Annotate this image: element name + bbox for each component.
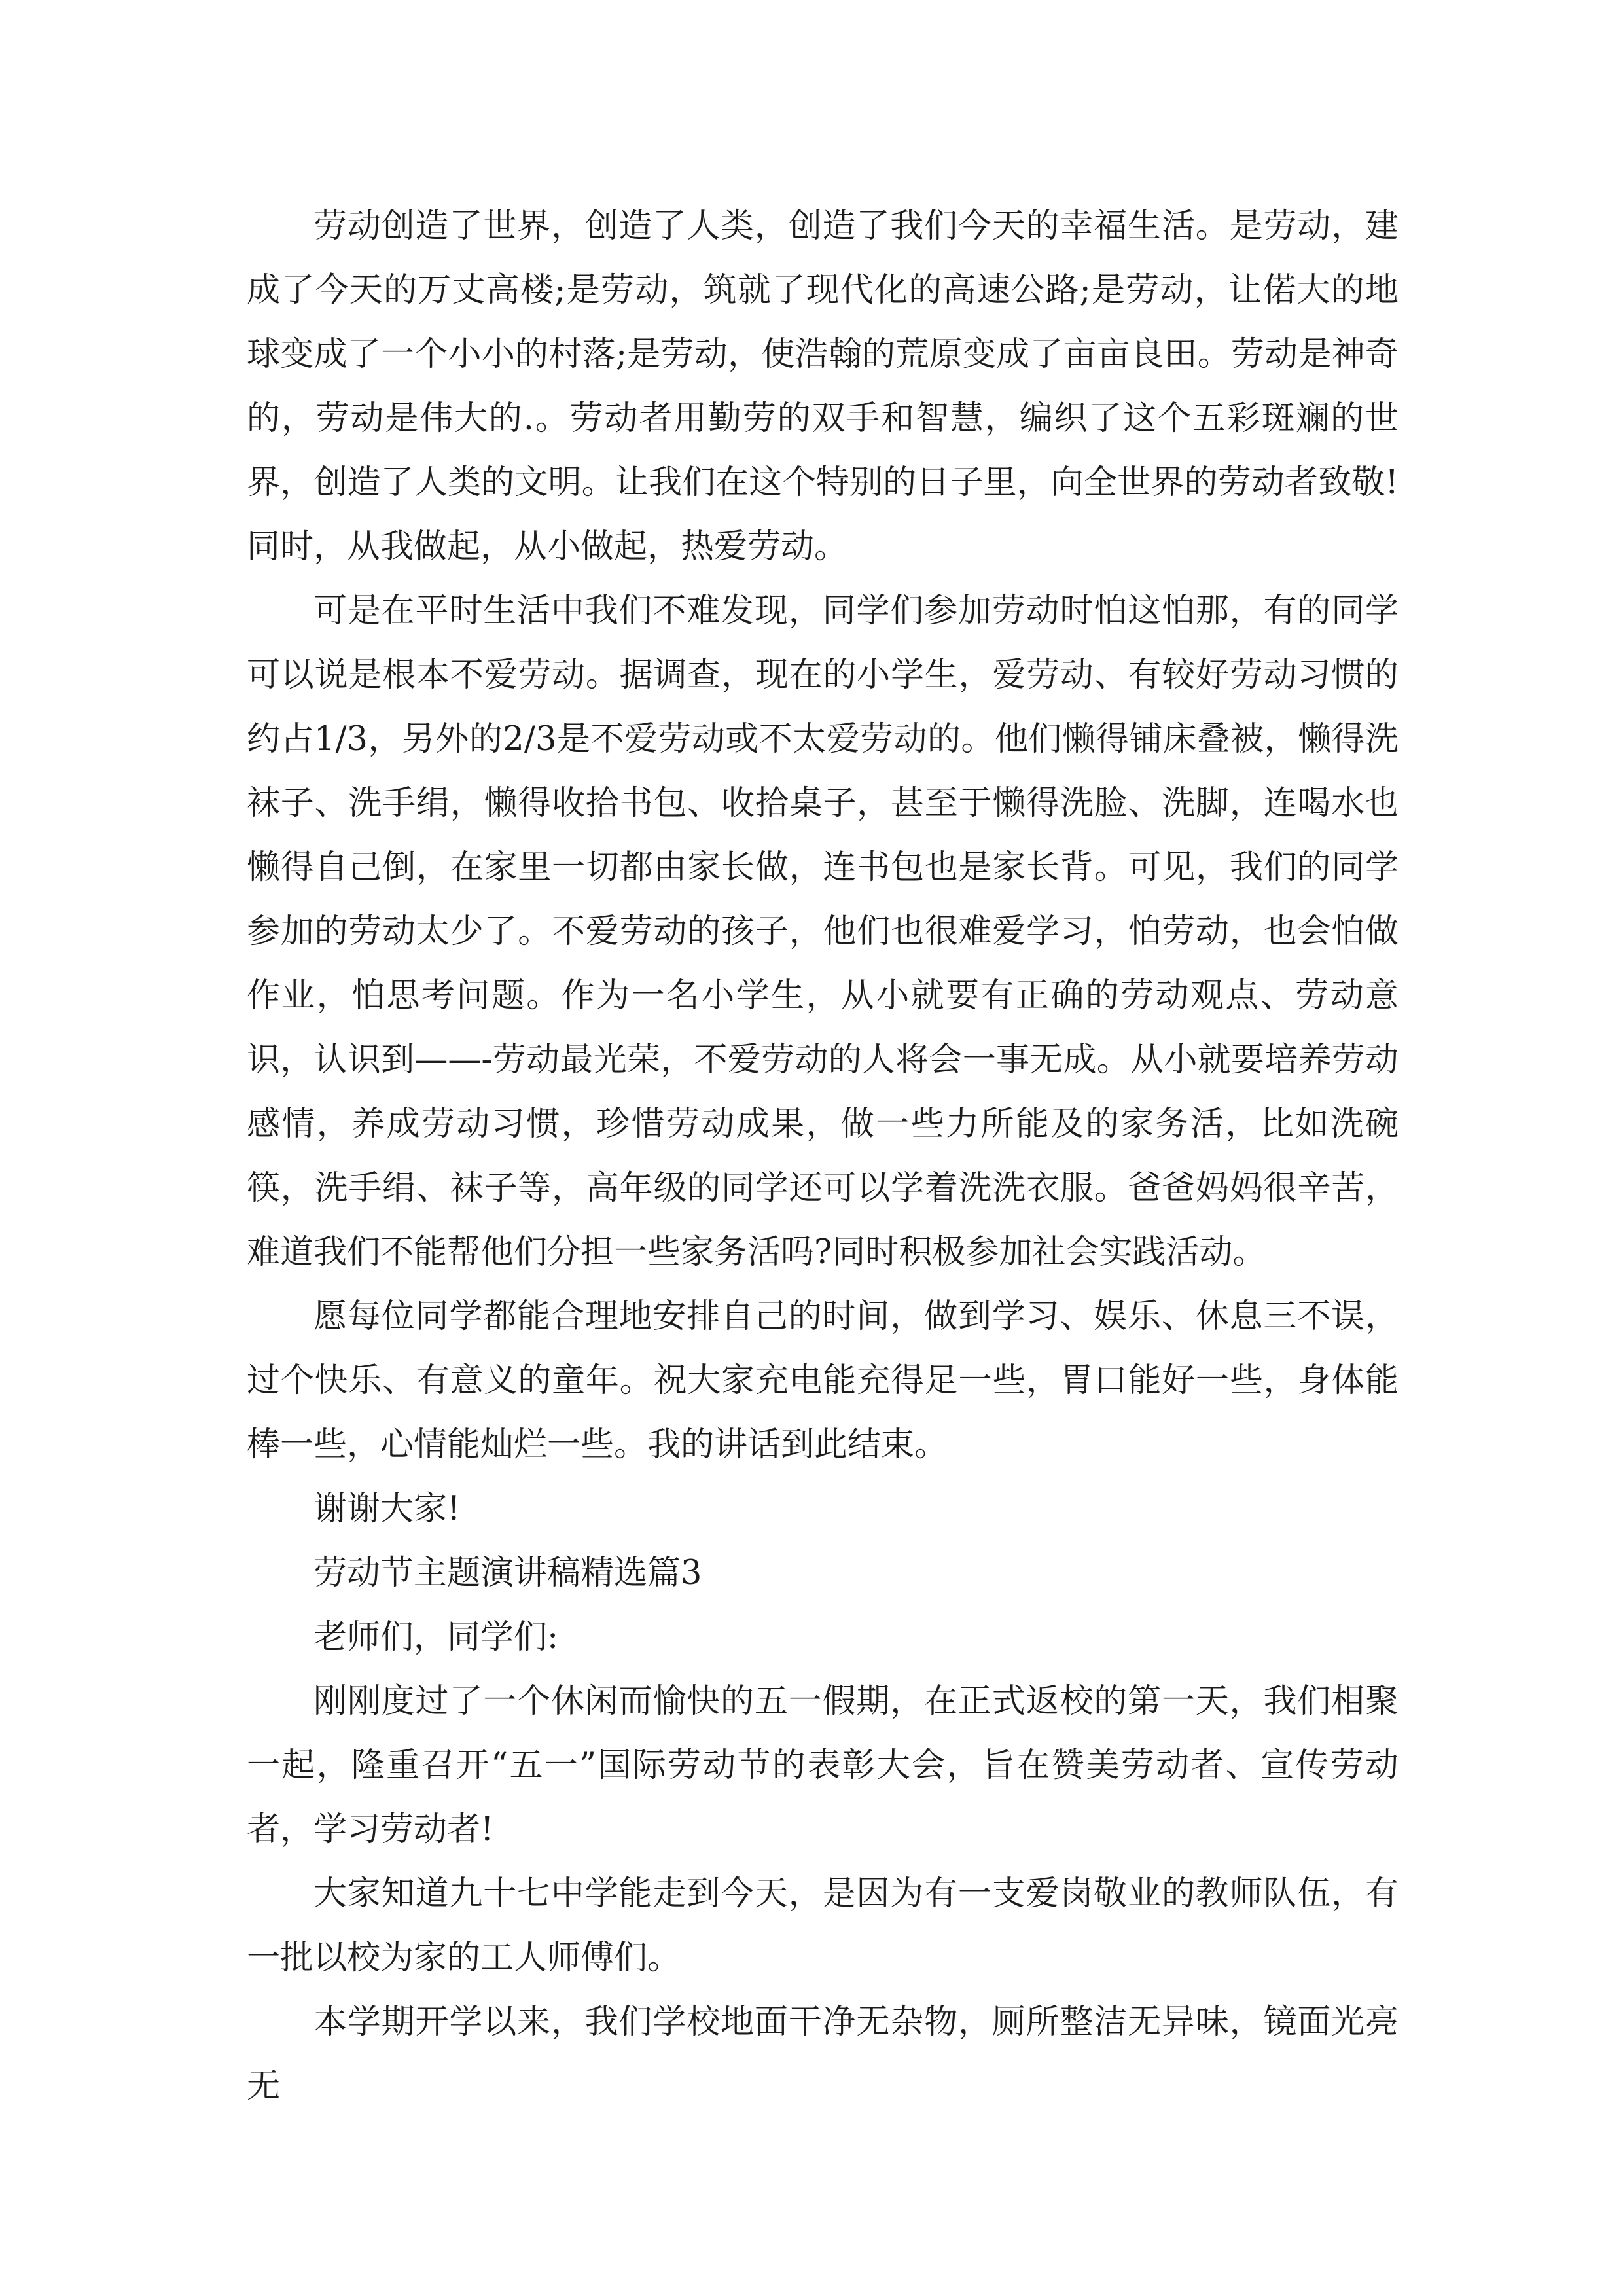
paragraph-labor-creates-world: 劳动创造了世界，创造了人类，创造了我们今天的幸福生活。是劳动，建成了今天的万丈高楼;是劳动，筑就了现代化的高速公路;是劳动，让偌大的地球变成了一个小小的村落;是劳动，使浩翰的荒原变成了亩亩良田。劳动是神奇的，劳动是伟大的.。劳动者用勤劳的双手和智慧，编织了这个五彩斑斓的世界，创造了人类的文明。让我们在这个特别的日子里，向全世界的劳动者致敬!同时，从我做起，从小做起，热爱劳动。 (247, 207, 1399, 566)
paragraph-survey-findings: 可是在平时生活中我们不难发现，同学们参加劳动时怕这怕那，有的同学可以说是根本不爱劳动。据调查，现在的小学生，爱劳动、有较好劳动习惯的约占1/3，另外的2/3是不爱劳动或不太爱劳动的。他们懒得铺床叠被，懒得洗袜子、洗手绢，懒得收拾书包、收拾桌子，甚至于懒得洗脸、洗脚，连喝水也懒得自己倒，在家里一切都由家长做，连书包也是家长背。可见，我们的同学参加的劳动太少了。不爱劳动的孩子，他们也很难爱学习，怕劳动，也会怕做作业，怕思考问题。作为一名小学生，从小就要有正确的劳动观点、劳动意识，认识到——-劳动最光荣，不爱劳动的人将会一事无成。从小就要培养劳动感情，养成劳动习惯，珍惜劳动成果，做一些力所能及的家务活，比如洗碗筷，洗手绢、袜子等，高年级的同学还可以学着洗洗衣服。爸爸妈妈很辛苦，难道我们不能帮他们分担一些家务活吗?同时积极参加社会实践活动。 (247, 592, 1399, 1272)
paragraph-salutation: 老师们，同学们: (313, 1618, 559, 1657)
paragraph-wishes: 愿每位同学都能合理地安排自己的时间，做到学习、娱乐、休息三不误，过个快乐、有意义的童年。祝大家充电能充得足一些，胃口能好一些，身体能棒一些，心情能灿烂一些。我的讲话到此结束。 (247, 1297, 1399, 1464)
section-title-speech-3: 劳动节主题演讲稿精选篇3 (313, 1554, 702, 1592)
paragraph-school-staff: 大家知道九十七中学能走到今天，是因为有一支爱岗敬业的教师队伍，有一批以校为家的工人师傅们。 (247, 1874, 1399, 1977)
paragraph-thanks: 谢谢大家! (313, 1490, 461, 1528)
paragraph-may-day-holiday: 刚刚度过了一个休闲而愉快的五一假期，在正式返校的第一天，我们相聚一起，隆重召开“五一”国际劳动节的表彰大会，旨在赞美劳动者、宣传劳动者，学习劳动者! (247, 1682, 1399, 1849)
paragraph-school-clean: 本学期开学以来，我们学校地面干净无杂物，厕所整洁无异味，镜面光亮无 (247, 2003, 1399, 2106)
document-body (247, 194, 1399, 2119)
